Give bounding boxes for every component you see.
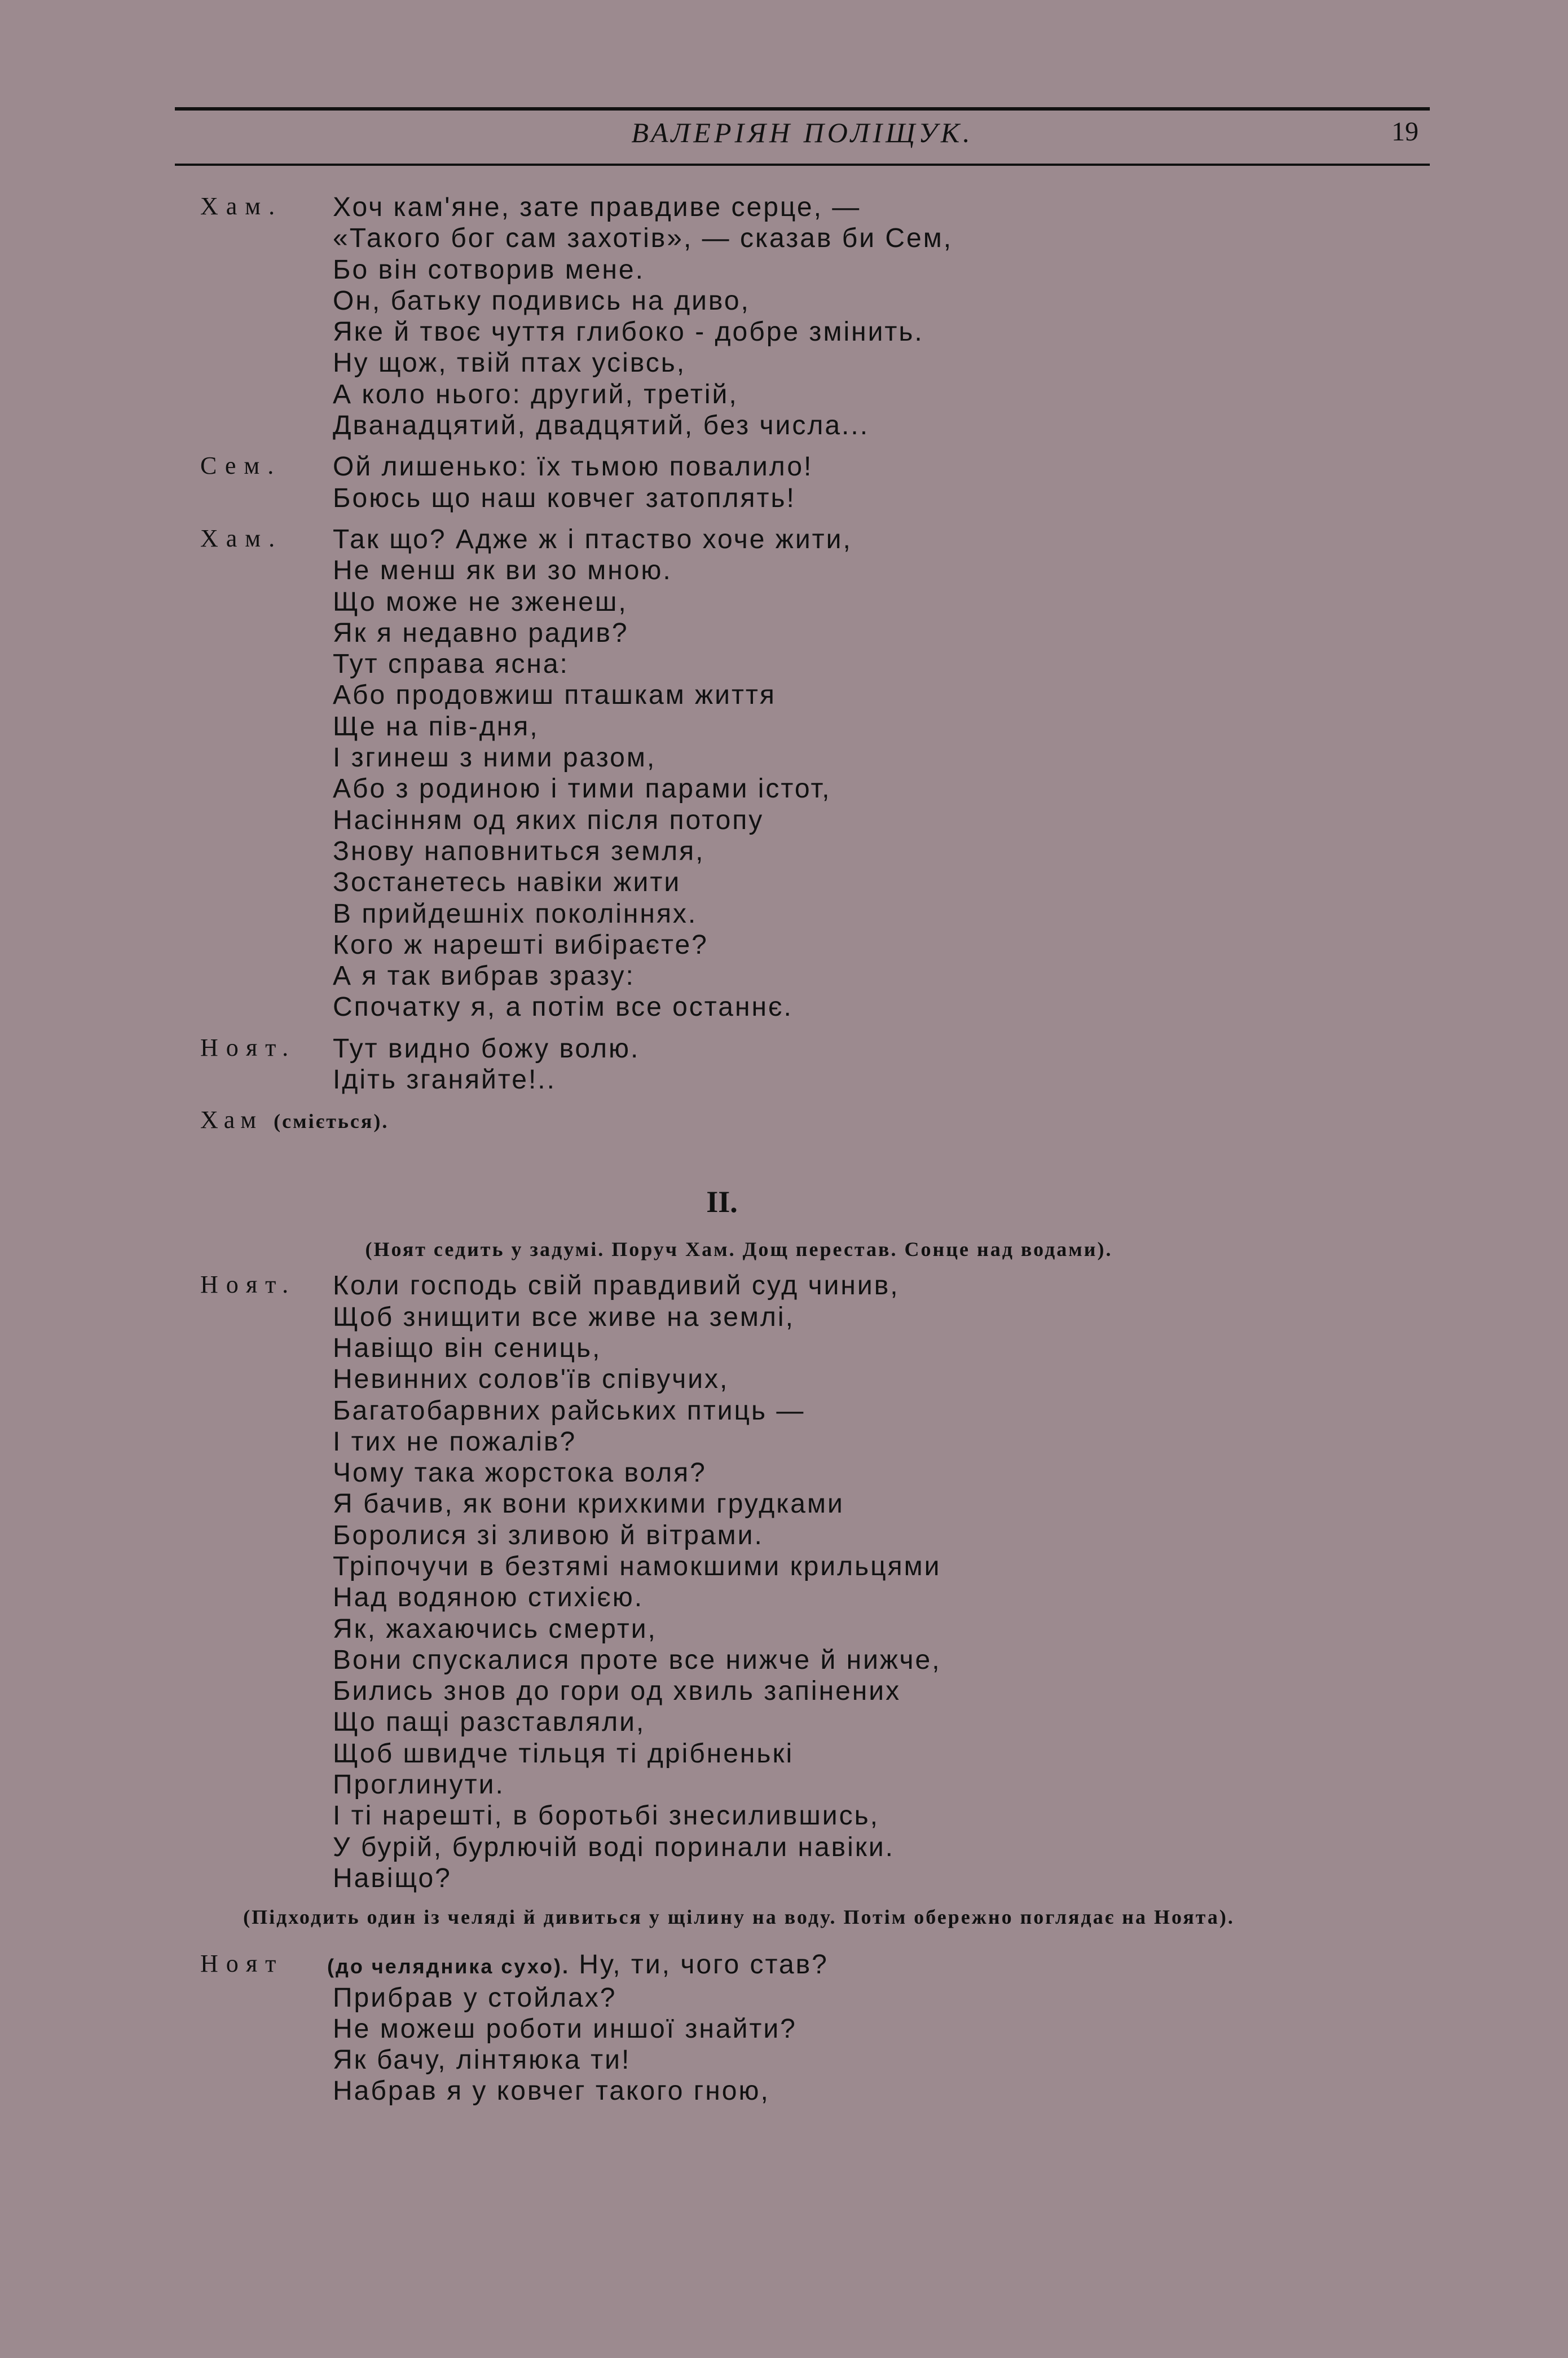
- verse-line: Або продовжиш пташкам життя: [333, 680, 776, 711]
- verse-line: Бились знов до гори од хвиль запінених: [333, 1676, 901, 1707]
- verse-line: Боюсь що наш ковчег затоплять!: [333, 483, 796, 513]
- speaker-label: Сем.: [200, 452, 282, 480]
- verse-line: Проглинути.: [333, 1770, 505, 1800]
- verse-line: Яке й твоє чуття глибоко - добре змінить.: [333, 317, 924, 347]
- speech-block: [200, 192, 1328, 441]
- speech-block: [200, 451, 1328, 514]
- exit-line: [200, 1105, 1328, 1145]
- verse-line: Ой лишенько: їх тьмою повалило!: [333, 452, 813, 482]
- verse-line: І ті нарешті, в боротьбі знесилившись,: [333, 1801, 879, 1831]
- verse-line: Вони спускалися проте все нижче й нижче,: [333, 1645, 941, 1675]
- verse-line: [327, 1949, 1328, 1982]
- verse-line: Знову наповниться земля,: [333, 836, 705, 866]
- verse-line: Що пащі разставляли,: [333, 1707, 646, 1738]
- header-rule-top: [175, 107, 1430, 111]
- verse-line: У бурій, бурлючій воді поринали навіки.: [333, 1832, 895, 1862]
- exit-direction: (сміється).: [274, 1110, 389, 1133]
- verse-line: Зостанетесь навіки жити: [333, 867, 681, 898]
- speaker-label: Хам.: [200, 524, 283, 552]
- verse-line: А коло нього: другий, третій,: [333, 379, 738, 409]
- speech-lines: [333, 1033, 1328, 1096]
- verse-line: Он, батьку подивись на диво,: [333, 285, 750, 316]
- verse-line: Або з родиною і тими парами істот,: [333, 774, 831, 804]
- verse-line: Так що? Адже ж і птаство хоче жити,: [333, 524, 852, 554]
- verse-line: Прибрав у стойлах?: [333, 1982, 617, 2013]
- verse-line: Боролися зі зливою й вітрами.: [333, 1520, 764, 1550]
- verse-line: Не можеш роботи иншої знайти?: [333, 2013, 797, 2044]
- verse-text: Ну, ти, чого став?: [579, 1950, 829, 1980]
- exit-speaker: Хам: [200, 1106, 262, 1134]
- verse-line: А я так вибрав зразу:: [333, 961, 635, 991]
- header-rule-bottom: [175, 164, 1430, 166]
- speaker-label: Ноят.: [200, 1033, 297, 1061]
- speech-lines: [333, 524, 1328, 1023]
- speech-block: [200, 524, 1328, 1023]
- verse-line: Що може не зженеш,: [333, 587, 628, 617]
- verse-line: Ну щож, твій птах усівсь,: [333, 348, 686, 378]
- verse-line: Чому така жорстока воля?: [333, 1458, 707, 1488]
- verse-line: Тріпочучи в безтямі намокшими крильцями: [333, 1551, 941, 1581]
- verse-line: Ще на пів-дня,: [333, 711, 539, 742]
- speech-lines: [333, 192, 1328, 441]
- speeches-part-2: [200, 1270, 1328, 1894]
- verse-line: Навіщо він сениць,: [333, 1333, 602, 1363]
- speech-lines: [333, 451, 1328, 514]
- speech-block: [200, 1270, 1328, 1894]
- verse-line: В прийдешніх поколіннях.: [333, 898, 698, 929]
- speaker-label: Ноят: [200, 1950, 284, 1978]
- inline-direction: (до челядника сухо).: [327, 1955, 570, 1978]
- verse-line: Не менш як ви зо мною.: [333, 556, 672, 586]
- verse-line: Спочатку я, а потім все останнє.: [333, 992, 793, 1022]
- verse-line: Як бачу, лінтяюка ти!: [333, 2045, 631, 2075]
- page-number: 19: [1391, 117, 1419, 147]
- verse-line: Над водяною стихією.: [333, 1583, 644, 1613]
- final-lines: [333, 1982, 1328, 2107]
- verse-line: Насінням од яких після потопу: [333, 805, 764, 835]
- verse-line: Тут справа ясна:: [333, 649, 569, 680]
- verse-line: Як, жахаючись смерти,: [333, 1614, 657, 1644]
- speech-block: [200, 1033, 1328, 1096]
- stage-direction-2: (Підходить один із челяді й дивиться у щілину на воду. Потім обережно поглядає на Ноята).: [243, 1906, 1235, 1929]
- verse-line: Як я недавно радив?: [333, 618, 629, 648]
- section-number: II.: [706, 1185, 738, 1219]
- speech-lines: [333, 1270, 1328, 1894]
- running-title: ВАЛЕРІЯН ПОЛІЩУК.: [631, 117, 974, 148]
- page-content: [200, 192, 1328, 2117]
- verse-line: Невинних солов'їв співучих,: [333, 1364, 729, 1395]
- verse-line: Бо він сотворив мене.: [333, 254, 645, 285]
- verse-line: Коли господь свій правдивий суд чинив,: [333, 1271, 900, 1301]
- verse-line: Набрав я у ковчег такого гною,: [333, 2076, 770, 2106]
- stage-direction: (Ноят седить у задумі. Поруч Хам. Дощ перестав. Сонце над водами).: [365, 1238, 1113, 1261]
- verse-line: Багатобарвних райських птиць —: [333, 1395, 805, 1426]
- verse-line: Тут видно божу волю.: [333, 1033, 640, 1064]
- verse-line: Ідіть зганяйте!..: [333, 1065, 556, 1095]
- verse-line: Щоб знищити все живе на землі,: [333, 1302, 795, 1332]
- verse-line: Я бачив, як вони крихкими грудками: [333, 1489, 844, 1519]
- verse-line: Дванадцятий, двадцятий, без числа...: [333, 411, 870, 441]
- verse-line: Хоч кам'яне, зате правдиве серце, —: [333, 192, 861, 222]
- speaker-label: Ноят.: [200, 1271, 297, 1299]
- verse-line: Щоб швидче тільця ті дрібненькі: [333, 1738, 794, 1769]
- verse-line: Навіщо?: [333, 1863, 452, 1893]
- speech-lines: [327, 1949, 1328, 2106]
- verse-line: «Такого бог сам захотів», — сказав би Сем,: [333, 223, 953, 254]
- speeches-part-1: [200, 192, 1328, 1095]
- running-head: [175, 116, 1430, 156]
- verse-line: Кого ж нарешті вибіраєте?: [333, 929, 708, 960]
- speech-final: [200, 1949, 1328, 2106]
- verse-line: І згинеш з ними разом,: [333, 743, 657, 773]
- verse-line: І тих не пожалів?: [333, 1426, 577, 1457]
- speaker-label: Хам.: [200, 192, 283, 220]
